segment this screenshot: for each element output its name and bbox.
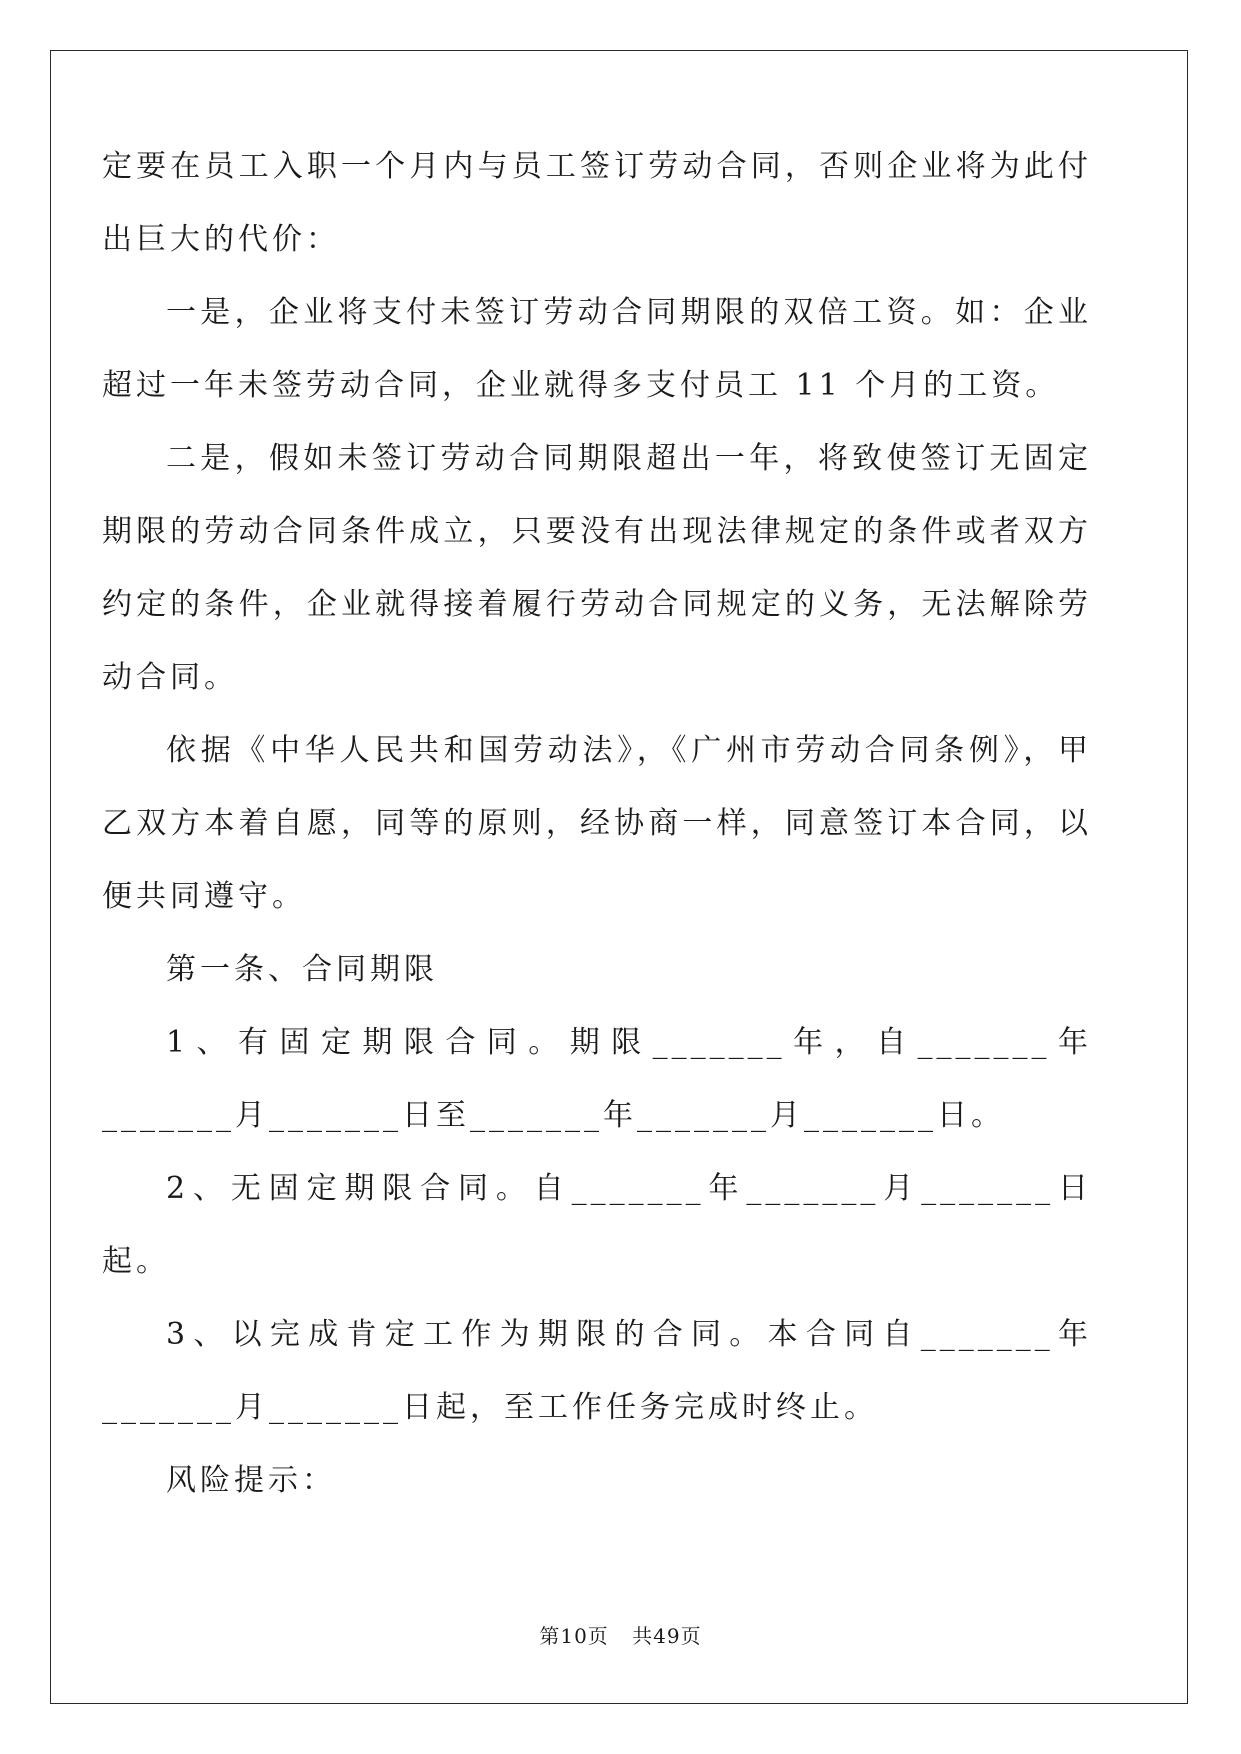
- clause-1: 1、有固定期限合同。期限_______年，自_______年_______月_______日至_______年_______月_______日。: [102, 1025, 1092, 1133]
- risk-notice-heading: 风险提示：: [166, 1463, 336, 1498]
- paragraph-1: 定要在员工入职一个月内与员工签订劳动合同，否则企业将为此付出巨大的代价：: [102, 149, 1092, 257]
- paragraph-3: 二是，假如未签订劳动合同期限超出一年，将致使签订无固定期限的劳动合同条件成立，只要没有出现法律规定的条件或者双方约定的条件，企业就得接着履行劳动合同规定的义务，无法解除劳动合同。: [102, 441, 1092, 695]
- clause-2: 2、无固定期限合同。自_______年_______月_______日起。: [102, 1171, 1092, 1279]
- paragraph-2: 一是，企业将支付未签订劳动合同期限的双倍工资。如：企业超过一年未签劳动合同，企业就得多支付员工 11 个月的工资。: [102, 295, 1092, 403]
- page-footer: [0, 1620, 1241, 1649]
- section-heading: 第一条、合同期限: [166, 952, 438, 987]
- page-number: 第10页: [539, 1624, 609, 1648]
- page-total: 共49页: [632, 1624, 702, 1648]
- document-body: [102, 130, 1092, 1517]
- paragraph-4: 依据《中华人民共和国劳动法》，《广州市劳动合同条例》，甲乙双方本着自愿，同等的原则，经协商一样，同意签订本合同，以便共同遵守。: [102, 733, 1092, 914]
- clause-3: 3、以完成肯定工作为期限的合同。本合同自_______年_______月_______日起，至工作任务完成时终止。: [102, 1317, 1092, 1425]
